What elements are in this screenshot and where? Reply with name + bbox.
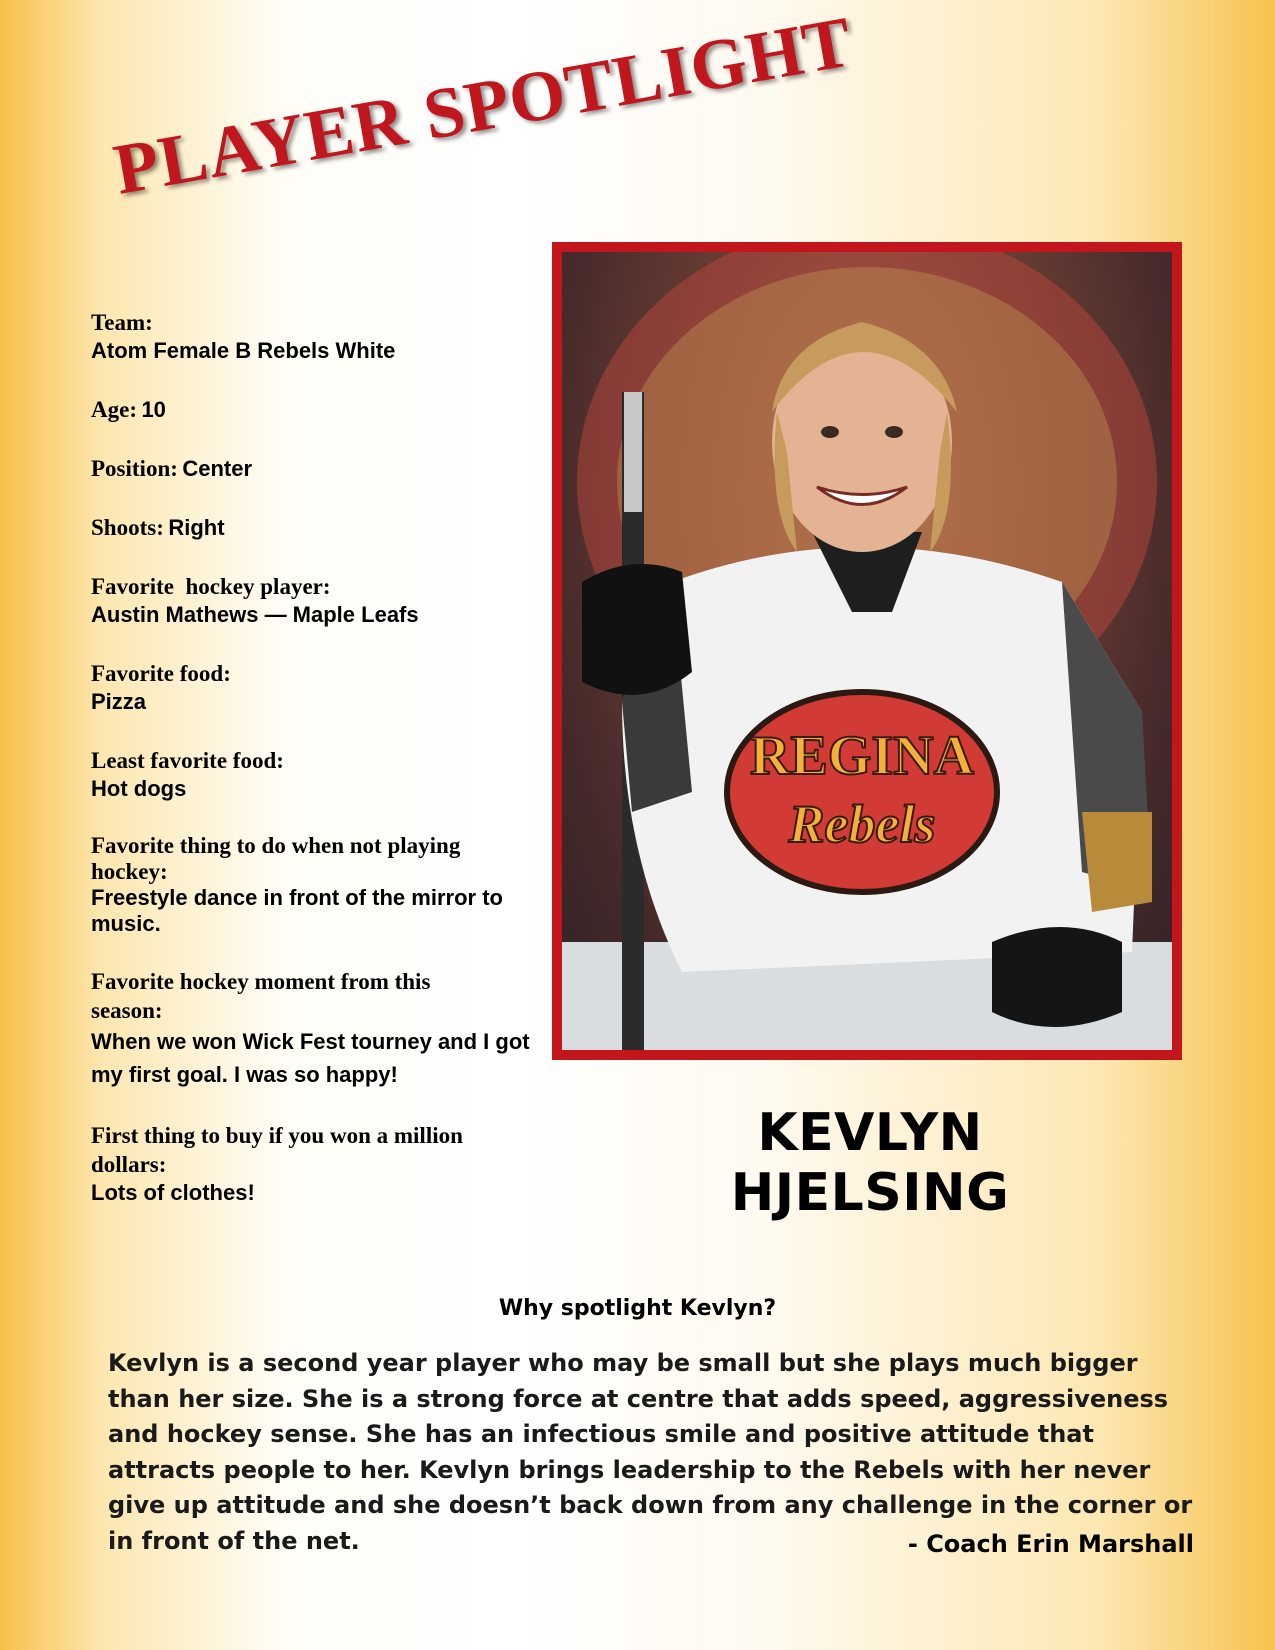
- fact-label: Shoots:: [91, 515, 164, 540]
- fact-favorite-moment: [91, 967, 551, 1091]
- fact-label: First thing to buy if you won a million dollars:: [91, 1123, 463, 1177]
- player-photo-illustration: [562, 252, 1172, 1050]
- spotlight-paragraph: Kevlyn is a second year player who may be small but she plays much bigger than her size. She is a strong force at centre that adds speed, aggressiveness and hockey sense. She has an infectious smile and positive attitude that attracts people to her. Kevlyn brings leadership to the Rebels with her never give up attitude and she doesn’t back down from any challenge in the corner or in front of the net.: [108, 1349, 1193, 1555]
- fact-value: Hot dogs: [91, 776, 187, 801]
- fact-value: 10: [141, 397, 166, 422]
- fact-value: When we won Wick Fest tourney and I got my first goal. I was so happy!: [91, 1029, 530, 1087]
- fact-label: Favorite hockey player:: [91, 574, 331, 599]
- fact-value: Freestyle dance in front of the mirror to music.: [91, 885, 503, 936]
- fact-label: Favorite thing to do when not playing hockey:: [91, 833, 461, 884]
- fact-age: [91, 395, 551, 424]
- player-facts: [91, 308, 551, 1237]
- fact-shoots: [91, 513, 551, 542]
- fact-label: Position:: [91, 456, 178, 481]
- fact-favorite-food: [91, 659, 551, 716]
- fact-value: Atom Female B Rebels White: [91, 338, 396, 363]
- fact-value: Lots of clothes!: [91, 1180, 255, 1205]
- fact-first-buy: [91, 1121, 551, 1207]
- fact-value: Pizza: [91, 689, 147, 714]
- fact-position: [91, 454, 551, 483]
- fact-label: Team:: [91, 310, 153, 335]
- fact-value: Right: [168, 515, 225, 540]
- page-title: PLAYER SPOTLIGHT: [108, 1, 859, 210]
- fact-favorite-player: [91, 572, 551, 629]
- fact-value: Austin Mathews — Maple Leafs: [91, 602, 419, 627]
- jersey-logo-bottom: Rebels: [788, 794, 936, 854]
- spotlight-question: Why spotlight Kevlyn?: [498, 1296, 777, 1321]
- fact-favorite-thing: [91, 833, 551, 937]
- player-photo: [562, 252, 1172, 1050]
- coach-signature: - Coach Erin Marshall: [907, 1530, 1194, 1558]
- fact-value: Center: [182, 456, 253, 481]
- fact-label: Favorite hockey moment from this season:: [91, 969, 431, 1023]
- fact-label: Age:: [91, 397, 137, 422]
- fact-label: Least favorite food:: [91, 748, 284, 773]
- player-photo-frame: [552, 242, 1182, 1060]
- fact-least-favorite-food: [91, 746, 551, 803]
- fact-label: Favorite food:: [91, 661, 231, 686]
- fact-team: [91, 308, 551, 365]
- player-name: KEVLYN HJELSING: [730, 1103, 1010, 1223]
- jersey-logo-top: REGINA: [749, 725, 975, 787]
